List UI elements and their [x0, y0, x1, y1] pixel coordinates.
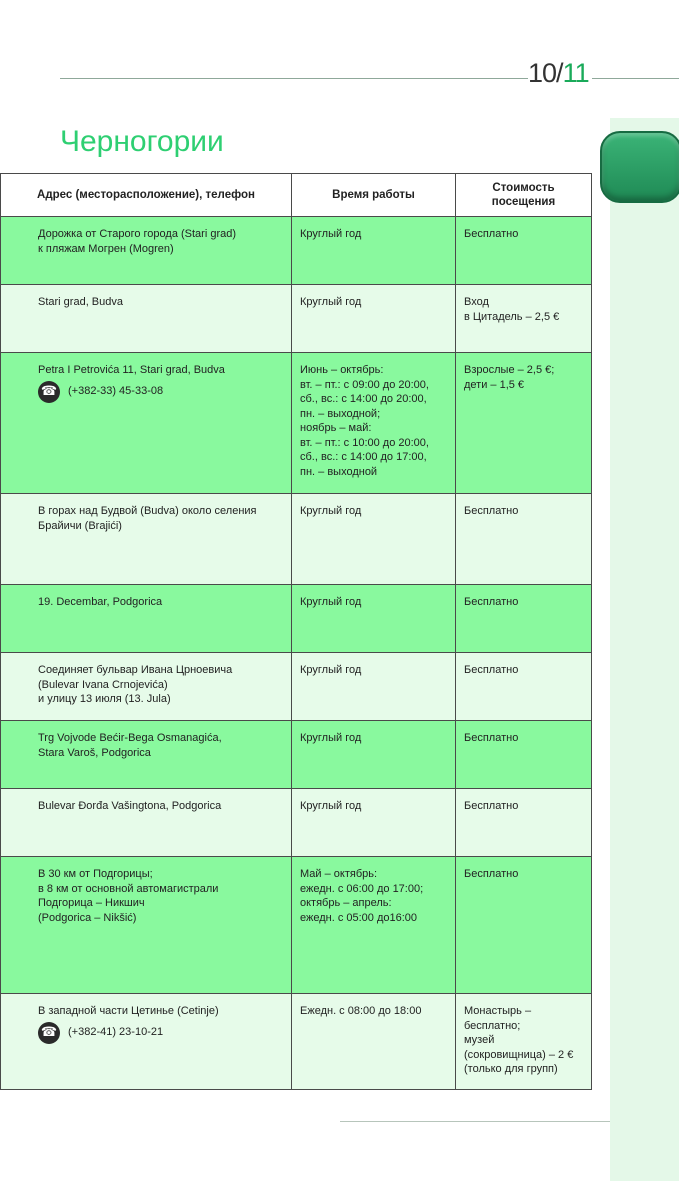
- hours-line: Май – октябрь:: [300, 868, 378, 880]
- header-rule-left: [60, 78, 528, 79]
- cost-line: Бесплатно: [464, 596, 519, 608]
- hours-line: вт. – пт.: с 10:00 до 20:00,: [300, 436, 429, 449]
- page-number: [528, 56, 589, 90]
- table-row: [1, 994, 592, 1090]
- cell-address: [1, 721, 292, 789]
- hours-line: Круглый год: [300, 732, 362, 744]
- address-line: Брайичи (Brajići): [38, 519, 122, 532]
- attractions-table: [0, 173, 592, 1090]
- cell-cost: [456, 994, 592, 1090]
- table-row: [1, 857, 592, 994]
- hours-line: Круглый год: [300, 800, 362, 812]
- address-line: В западной части Цетинье (Cetinje): [38, 1005, 219, 1017]
- cell-address: [1, 494, 292, 585]
- cell-address: [1, 994, 292, 1090]
- footer-rule: [340, 1121, 610, 1122]
- cell-cost: [456, 857, 592, 994]
- address-line: в 8 км от основной автомагистрали: [38, 882, 219, 895]
- hours-line: Круглый год: [300, 664, 362, 676]
- hours-line: сб., вс.: с 14:00 до 17:00,: [300, 451, 427, 463]
- phone-icon: ☎: [38, 1022, 60, 1044]
- green-tab-button[interactable]: [600, 131, 679, 203]
- hours-line: Круглый год: [300, 505, 362, 517]
- address-line: В 30 км от Подгорицы;: [38, 868, 153, 880]
- cell-cost: [456, 217, 592, 285]
- address-line: 19. Decembar, Podgorica: [38, 596, 163, 608]
- address-line: Petra I Petrovića 11, Stari grad, Budva: [38, 364, 225, 376]
- cell-cost: [456, 285, 592, 353]
- phone-icon: ☎: [38, 381, 60, 403]
- table-row: [1, 789, 592, 857]
- cost-line: Бесплатно: [464, 800, 519, 812]
- header-address: Адрес (месторасположение), телефон: [1, 174, 292, 217]
- cell-hours: [292, 857, 456, 994]
- cell-hours: [292, 585, 456, 653]
- address-line: Bulevar Đorđa Vašingtona, Podgorica: [38, 800, 222, 812]
- cost-line: (только для групп): [464, 1063, 558, 1075]
- address-line: Stara Varoš, Podgorica: [38, 746, 151, 759]
- hours-line: ноябрь – май:: [300, 422, 372, 434]
- phone-line: [38, 1022, 285, 1044]
- hours-line: вт. – пт.: с 09:00 до 20:00,: [300, 378, 429, 391]
- phone-line: [38, 381, 285, 403]
- address-line: к пляжам Могрен (Mogren): [38, 242, 174, 255]
- cell-address: [1, 653, 292, 721]
- header-cost: [456, 174, 592, 217]
- page-number-current: 10: [528, 58, 557, 88]
- hours-line: ежедн. с 05:00 до16:00: [300, 911, 418, 924]
- table-row: [1, 721, 592, 789]
- cell-cost: [456, 353, 592, 494]
- table-row: [1, 353, 592, 494]
- page-number-separator: /: [556, 58, 563, 88]
- cost-line: Бесплатно: [464, 505, 519, 517]
- hours-line: пн. – выходной;: [300, 407, 381, 420]
- cell-address: [1, 585, 292, 653]
- cost-line: Бесплатно: [464, 732, 519, 744]
- cost-line: Бесплатно: [464, 228, 519, 240]
- hours-line: сб., вс.: с 14:00 до 20:00,: [300, 393, 427, 405]
- cell-address: [1, 217, 292, 285]
- page-number-next: 11: [562, 58, 589, 88]
- cell-address: [1, 285, 292, 353]
- address-line: В горах над Будвой (Budva) около селения: [38, 505, 257, 517]
- hours-line: ежедн. с 06:00 до 17:00;: [300, 882, 424, 895]
- cell-address: [1, 353, 292, 494]
- address-line: и улицу 13 июля (13. Jula): [38, 693, 171, 705]
- address-line: (Bulevar Ivana Crnojevića): [38, 678, 168, 691]
- cell-hours: [292, 494, 456, 585]
- header-cost-line: Стоимость: [492, 181, 555, 194]
- address-line: Соединяет бульвар Ивана Црноевича: [38, 664, 233, 676]
- cell-cost: [456, 494, 592, 585]
- cost-line: Вход: [464, 296, 489, 308]
- hours-line: Круглый год: [300, 596, 362, 608]
- cell-hours: [292, 217, 456, 285]
- header-hours: Время работы: [292, 174, 456, 217]
- cell-hours: [292, 994, 456, 1090]
- address-line: (Podgorica – Nikšić): [38, 911, 137, 924]
- address-line: Stari grad, Budva: [38, 296, 123, 308]
- cost-line: в Цитадель – 2,5 €: [464, 310, 560, 323]
- table-row: [1, 585, 592, 653]
- hours-line: Круглый год: [300, 228, 362, 240]
- section-title: Черногории: [60, 125, 224, 158]
- hours-line: октябрь – апрель:: [300, 897, 392, 909]
- cell-hours: [292, 285, 456, 353]
- cost-line: Бесплатно: [464, 664, 519, 676]
- header-rule-right: [592, 78, 679, 79]
- cell-hours: [292, 721, 456, 789]
- table-row: [1, 217, 592, 285]
- table-row: [1, 653, 592, 721]
- cost-line: дети – 1,5 €: [464, 378, 525, 391]
- cell-address: [1, 857, 292, 994]
- cell-hours: [292, 789, 456, 857]
- cell-cost: [456, 653, 592, 721]
- address-line: Подгорица – Никшич: [38, 897, 145, 909]
- side-band: [610, 118, 679, 1181]
- address-line: Trg Vojvode Bećir-Bega Osmanagića,: [38, 732, 222, 744]
- cell-cost: [456, 789, 592, 857]
- table-header-row: [1, 174, 592, 217]
- cost-line: бесплатно;: [464, 1019, 521, 1032]
- hours-line: Ежедн. с 08:00 до 18:00: [300, 1005, 422, 1017]
- phone-number[interactable]: (+382-33) 45-33-08: [68, 385, 164, 398]
- header-cost-line: посещения: [491, 196, 556, 208]
- table-row: [1, 494, 592, 585]
- phone-number[interactable]: (+382-41) 23-10-21: [68, 1026, 164, 1039]
- address-line: Дорожка от Старого города (Stari grad): [38, 228, 237, 240]
- table-row: [1, 285, 592, 353]
- cell-cost: [456, 721, 592, 789]
- cost-line: (сокровищница) – 2 €: [464, 1048, 574, 1061]
- cost-line: Монастырь –: [464, 1005, 532, 1017]
- cell-hours: [292, 653, 456, 721]
- hours-line: пн. – выходной: [300, 465, 378, 478]
- cost-line: музей: [464, 1034, 495, 1046]
- cost-line: Бесплатно: [464, 868, 519, 880]
- cell-hours: [292, 353, 456, 494]
- cell-cost: [456, 585, 592, 653]
- hours-line: Июнь – октябрь:: [300, 364, 384, 376]
- hours-line: Круглый год: [300, 296, 362, 308]
- cell-address: [1, 789, 292, 857]
- cost-line: Взрослые – 2,5 €;: [464, 364, 555, 376]
